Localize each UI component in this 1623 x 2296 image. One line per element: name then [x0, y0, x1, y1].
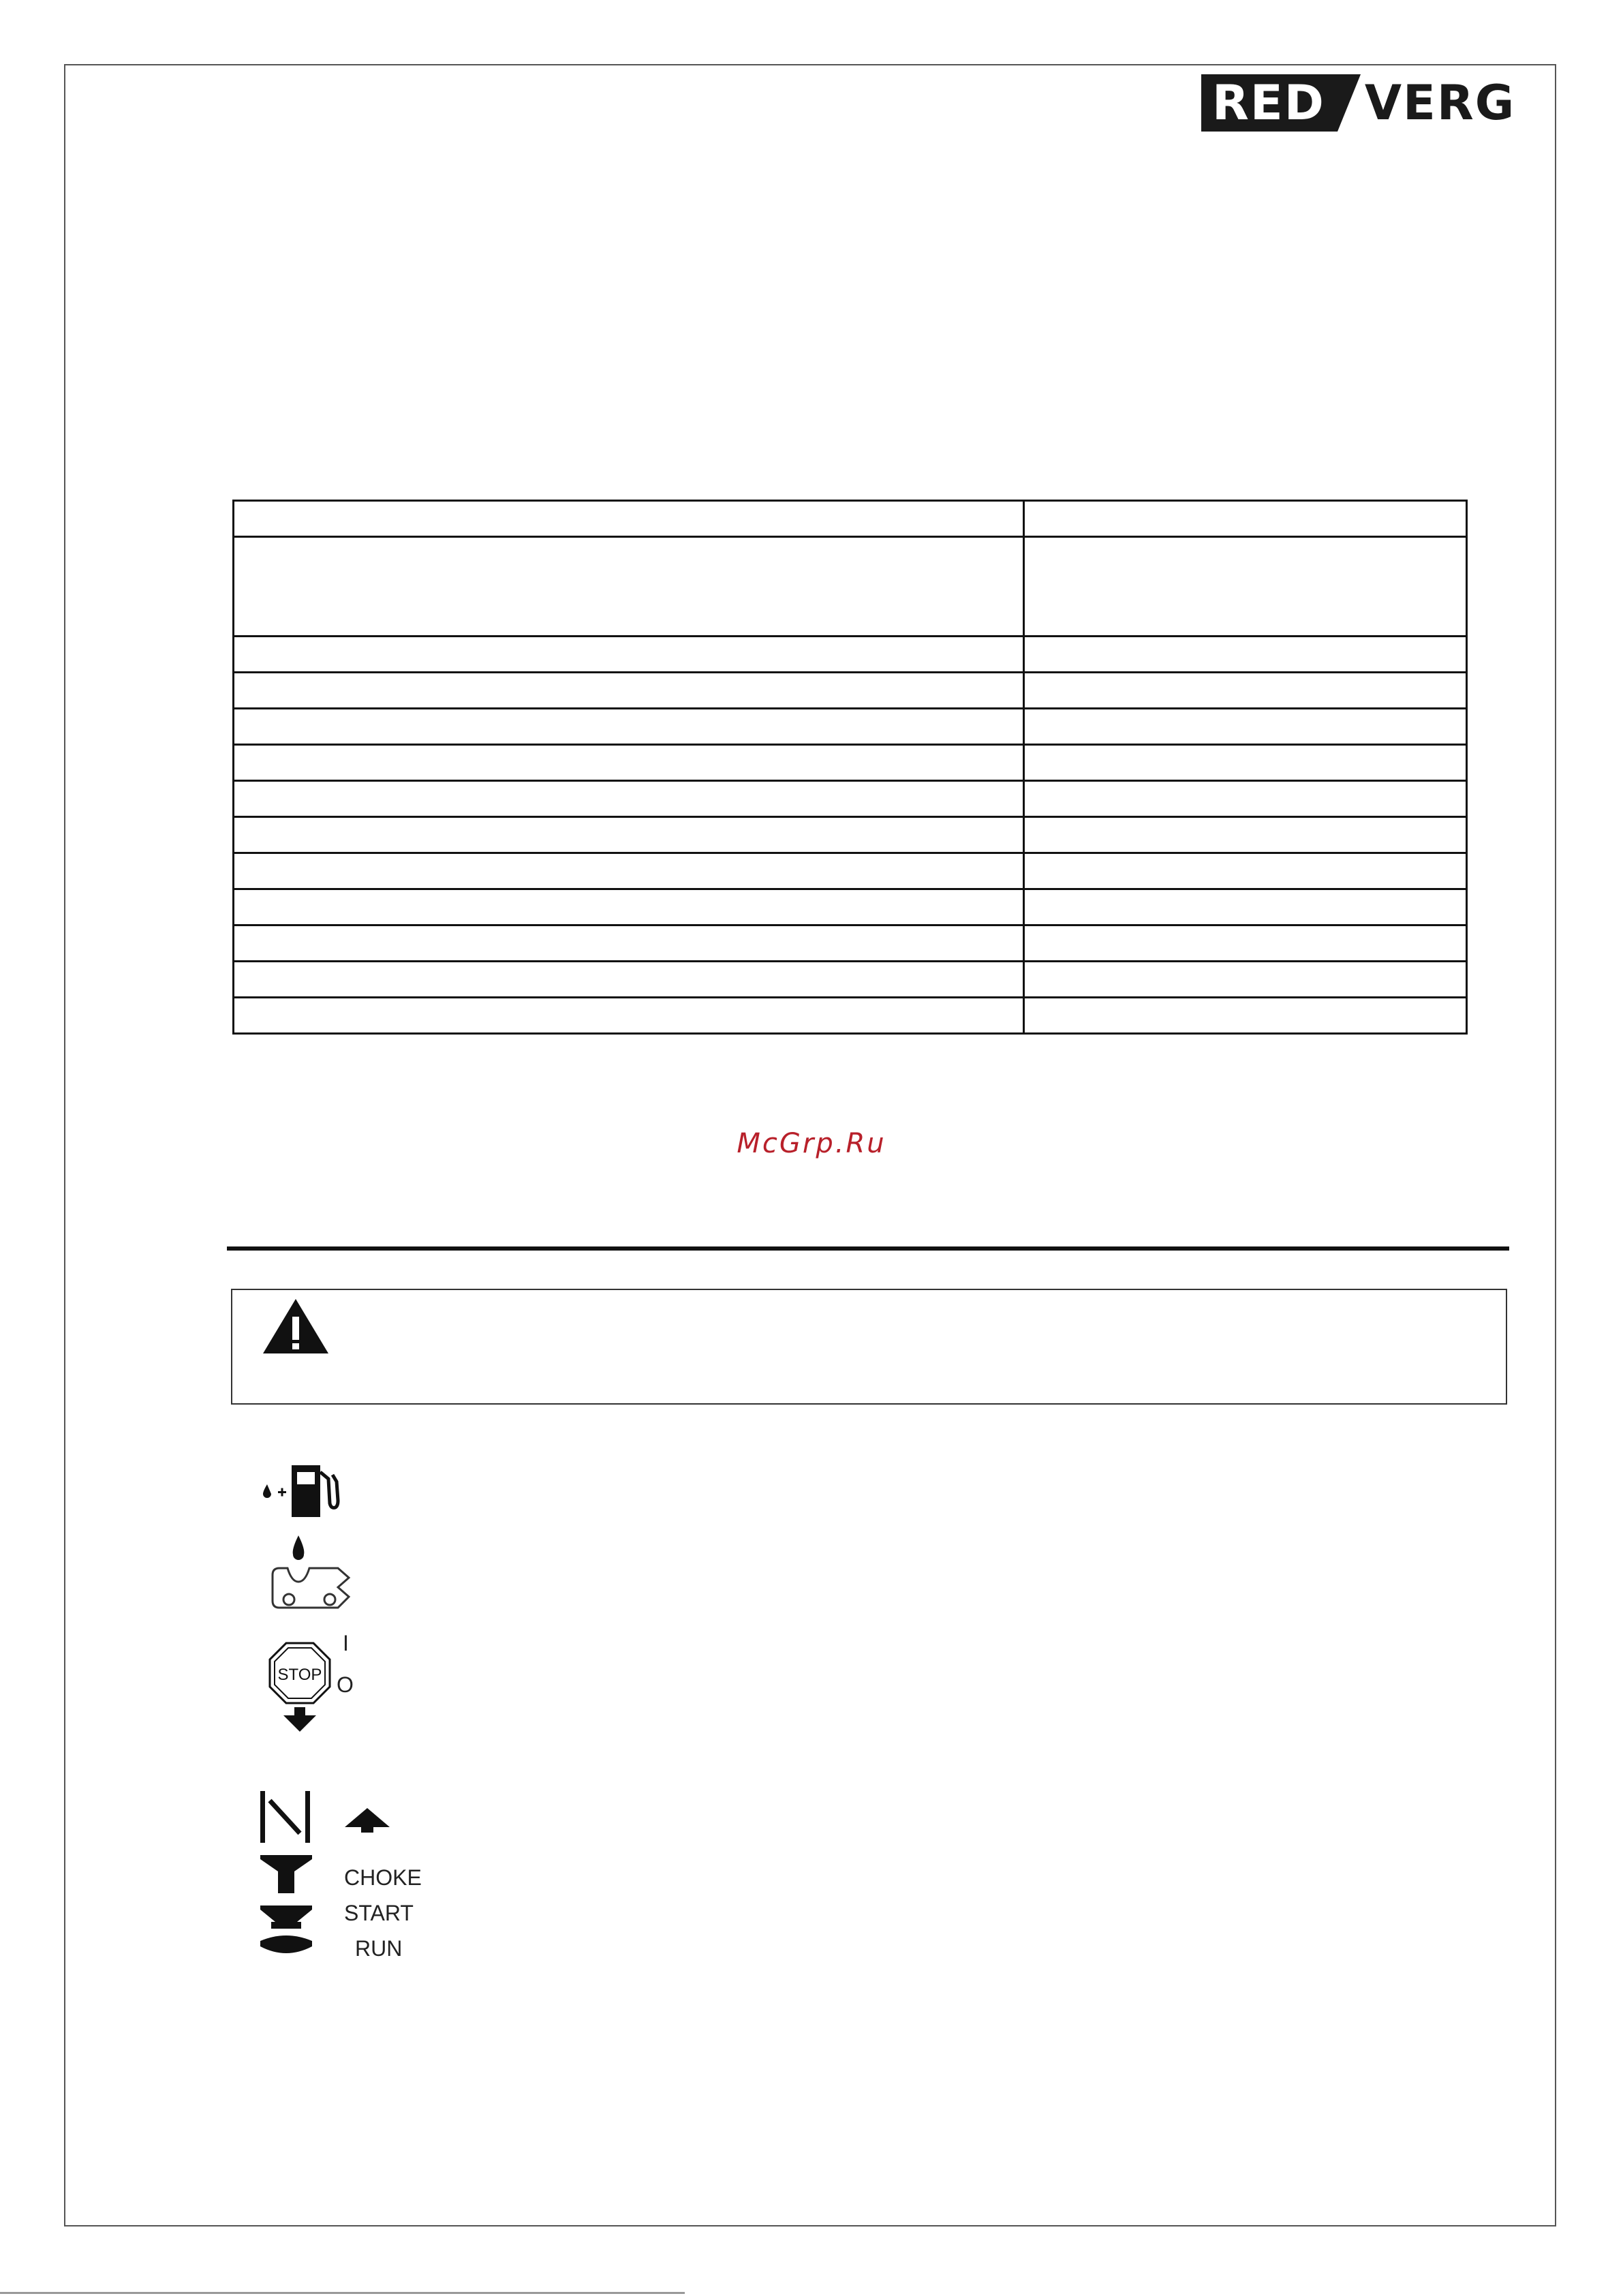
watermark: McGrp.Ru	[737, 1128, 886, 1159]
table-cell	[1024, 745, 1467, 781]
choke-label: CHOKE	[344, 1865, 422, 1890]
table-cell	[234, 501, 1024, 537]
brand-logo	[1201, 74, 1515, 132]
brand-logo-verg: VERG	[1364, 75, 1516, 131]
table-cell	[234, 853, 1024, 889]
table-cell	[1024, 781, 1467, 817]
table-cell	[1024, 709, 1467, 745]
switch-on-label: I	[343, 1631, 349, 1655]
table-row	[234, 745, 1467, 781]
fuel-oil-mix-icon	[258, 1458, 353, 1521]
table-cell	[1024, 925, 1467, 962]
table-cell	[234, 925, 1024, 962]
table-cell	[1024, 537, 1467, 637]
table-cell	[234, 537, 1024, 637]
table-cell	[1024, 853, 1467, 889]
table-cell	[234, 745, 1024, 781]
table-cell	[1024, 962, 1467, 998]
section-divider	[227, 1246, 1509, 1251]
table-cell	[1024, 673, 1467, 709]
brand-logo-divider	[1338, 74, 1361, 132]
table-cell	[234, 709, 1024, 745]
page-bottom-edge	[0, 2292, 685, 2294]
table-cell	[1024, 889, 1467, 925]
table-row	[234, 817, 1467, 853]
table-cell	[234, 998, 1024, 1034]
spec-table	[232, 500, 1468, 1035]
choke-lever-icon	[258, 1790, 315, 1844]
start-label: START	[344, 1901, 414, 1925]
svg-text:STOP: STOP	[277, 1666, 322, 1684]
primer-bulb-icon	[258, 1854, 315, 1963]
table-row	[234, 998, 1467, 1034]
switch-off-label: O	[337, 1672, 354, 1697]
table-cell	[1024, 998, 1467, 1034]
table-row	[234, 637, 1467, 673]
table-cell	[1024, 637, 1467, 673]
table-row	[234, 709, 1467, 745]
arrow-up-icon	[343, 1807, 391, 1834]
table-cell	[1024, 817, 1467, 853]
table-row	[234, 925, 1467, 962]
table-cell	[234, 637, 1024, 673]
warning-icon	[258, 1294, 334, 1356]
run-label: RUN	[355, 1936, 403, 1961]
table-cell	[234, 889, 1024, 925]
chain-oil-icon	[267, 1534, 360, 1629]
table-cell	[234, 781, 1024, 817]
table-row	[234, 781, 1467, 817]
warning-box	[231, 1289, 1507, 1405]
table-row	[234, 962, 1467, 998]
brand-logo-red: RED	[1201, 74, 1338, 132]
table-row	[234, 501, 1467, 537]
table-row	[234, 673, 1467, 709]
table-row	[234, 537, 1467, 637]
table-cell	[234, 962, 1024, 998]
table-row	[234, 889, 1467, 925]
table-cell	[234, 817, 1024, 853]
stop-switch-icon	[267, 1640, 333, 1732]
table-row	[234, 853, 1467, 889]
table-cell	[1024, 501, 1467, 537]
table-cell	[234, 673, 1024, 709]
